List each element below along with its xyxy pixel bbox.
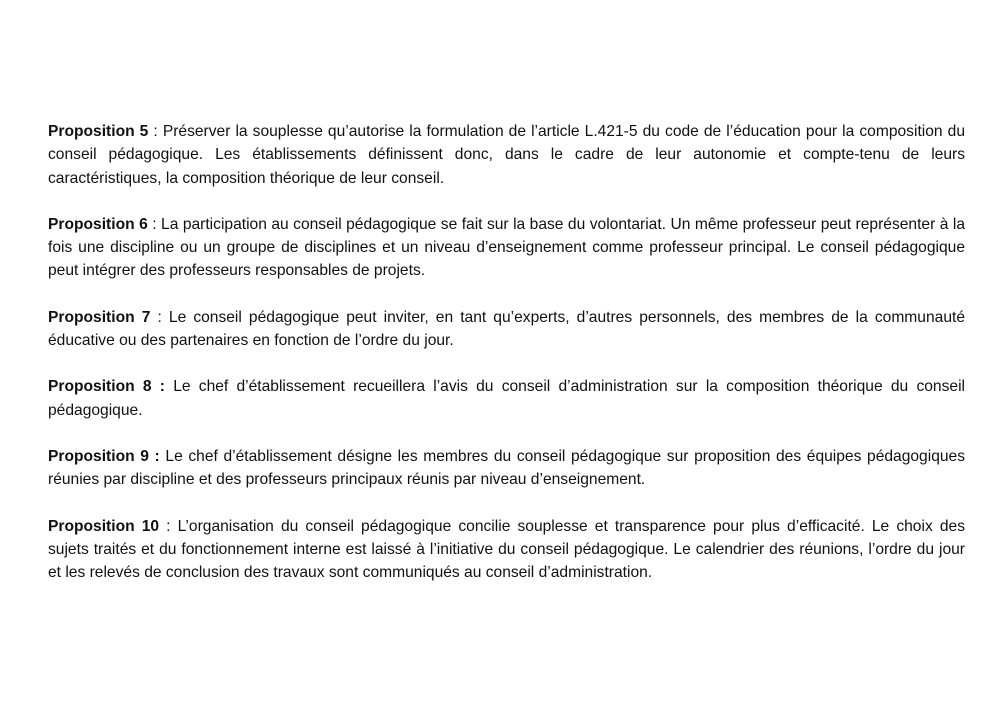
proposition-text: La participation au conseil pédagogique se fait sur la base du volontariat. Un même professeur peut représenter à la fois une discipline ou un groupe de disciplines et un niveau d’enseignement comme professeur principal. Le conseil pédagogique peut intégrer des professeurs responsables de projets. <box>48 215 966 280</box>
proposition-text: L’organisation du conseil pédagogique concilie souplesse et transparence pour plus d’efficacité. Le choix des sujets traités et du fonctionnement interne est laissé à l’initiative du conseil pédagogique. Le calendrier des réunions, l’ordre du jour et les relevés de conclusion des travaux sont communiqués au conseil d’administration. <box>48 517 965 582</box>
proposition-text: Le conseil pédagogique peut inviter, en tant qu’experts, d’autres personnels, des membres de la communauté éducative ou des partenaires en fonction de l’ordre du jour. <box>48 308 965 350</box>
proposition-title: Proposition 9 : <box>48 447 160 465</box>
proposition-7 <box>48 306 965 353</box>
proposition-6 <box>48 213 965 283</box>
proposition-title: Proposition 6 <box>48 215 148 233</box>
proposition-title: Proposition 5 <box>48 123 149 140</box>
proposition-title: Proposition 7 <box>48 308 151 326</box>
proposition-9 <box>48 445 965 492</box>
proposition-separator: : <box>150 308 169 326</box>
proposition-title: Proposition 10 <box>48 517 160 535</box>
document-page <box>48 120 965 607</box>
proposition-separator: : <box>147 215 162 233</box>
proposition-10 <box>48 515 965 585</box>
proposition-text: Préserver la souplesse qu’autorise la formulation de l’article L.421-5 du code de l’éducation pour la composition du conseil pédagogique. Les établissements définissent donc, dans le cadre de leur autonomie et compte-tenu de leurs caractéristiques, la composition théorique de leur conseil. <box>48 123 965 187</box>
proposition-separator <box>165 378 173 395</box>
proposition-text: Le chef d’établissement recueillera l’avis du conseil d’administration sur la composition théorique du conseil pédagogique. <box>48 378 965 419</box>
proposition-separator: : <box>148 123 163 140</box>
proposition-title: Proposition 8 : <box>48 378 165 396</box>
proposition-separator: : <box>159 517 178 535</box>
proposition-8 <box>48 375 965 422</box>
proposition-5 <box>48 120 965 190</box>
proposition-text: Le chef d’établissement désigne les membres du conseil pédagogique sur proposition des équipes pédagogiques réunies par discipline et des professeurs principaux réunis par niveau d’enseignement. <box>48 447 966 489</box>
